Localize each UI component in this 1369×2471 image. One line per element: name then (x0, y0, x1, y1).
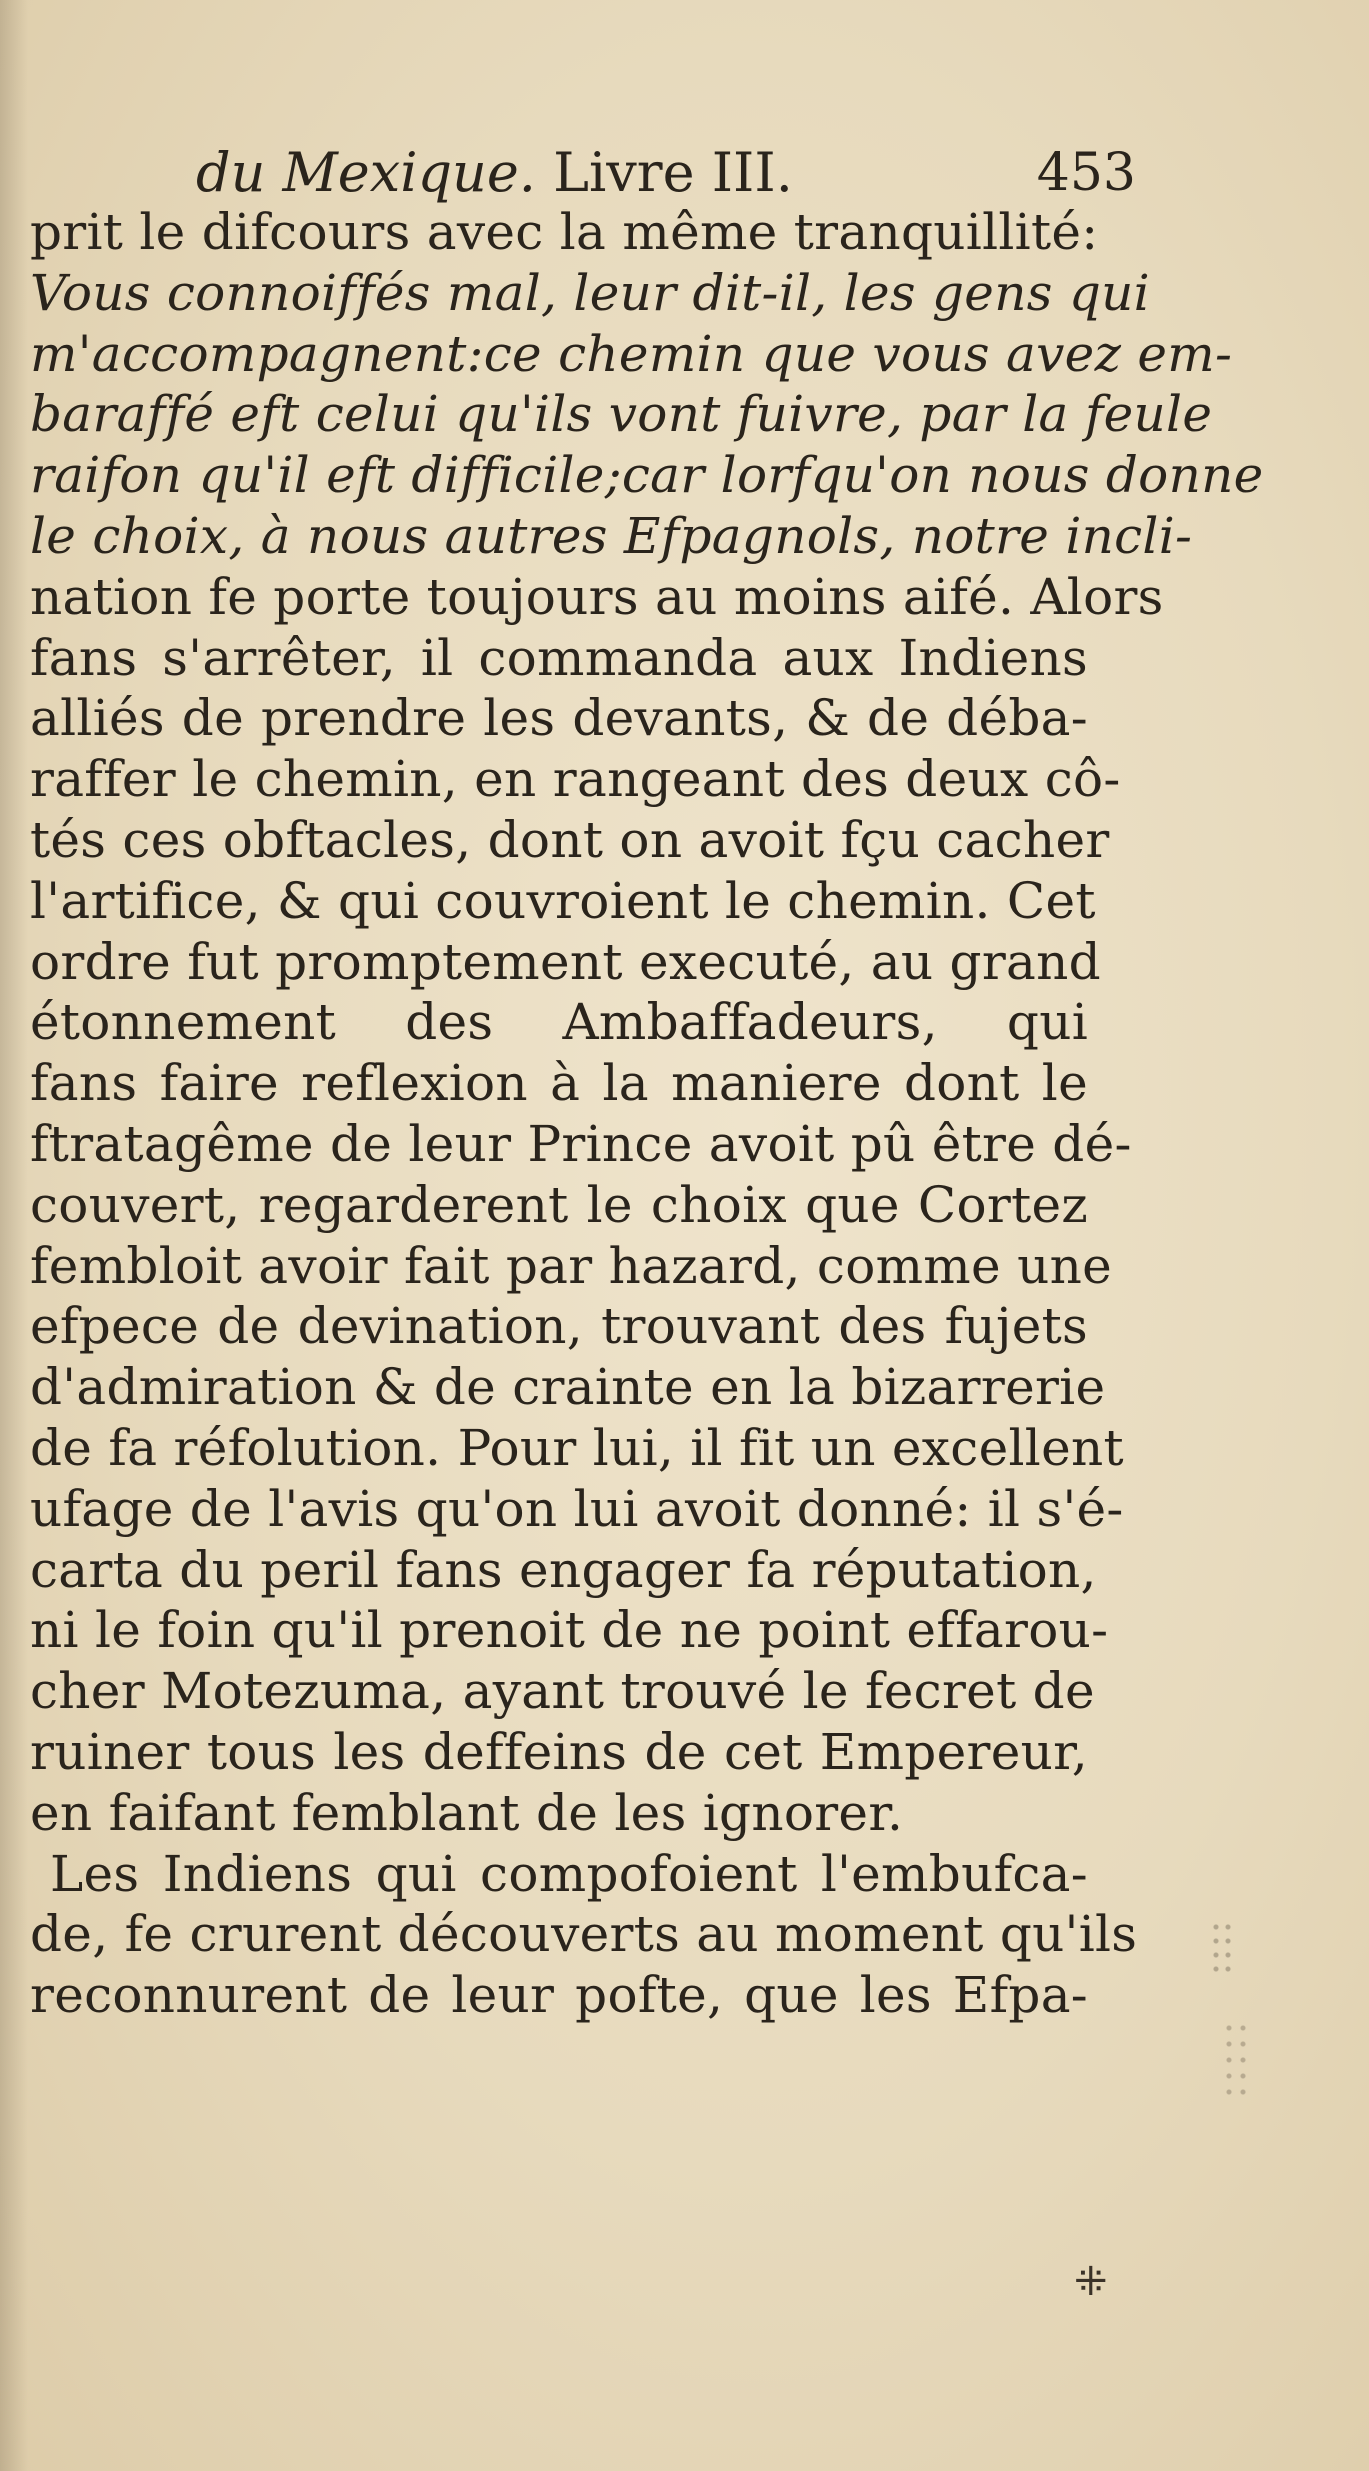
text-line: tés ces obftacles, dont on avoit fçu cacher (30, 810, 1110, 869)
text-line: l'artifice, & qui couvroient le chemin. Cet (30, 871, 1096, 930)
header-title (196, 138, 793, 208)
text-line: fans faire reflexion à la maniere dont le (30, 1054, 1088, 1113)
header-title-text: du Mexique. (196, 141, 536, 204)
text-line: de fa réfolution. Pour lui, il fit un excellent (30, 1418, 1124, 1477)
text-line: baraffé eft celui qu'ils vont fuivre, par la feule (30, 385, 1213, 444)
text-line: ordre fut promptement executé, au grand (30, 932, 1101, 991)
text-line: efpece de devination, trouvant des fujets (30, 1297, 1088, 1356)
text-line: en faifant femblant de les ignorer. (30, 1783, 904, 1842)
text-line: nation fe porte toujours au moins aifé. Alors (30, 567, 1164, 626)
text-line: prit le difcours avec la même tranquillité: (30, 203, 1099, 261)
text-line: de, fe crurent découverts au moment qu'ils (30, 1905, 1138, 1964)
text-line: ruiner tous les deffeins de cet Empereur, (30, 1722, 1088, 1781)
text-line: ni le foin qu'il prenoit de ne point effarou- (30, 1601, 1109, 1660)
text-line: couvert, regarderent le choix que Cortez (30, 1175, 1088, 1234)
text-line: ftratagême de leur Prince avoit pû être dé- (30, 1114, 1132, 1173)
spine-shadow (0, 0, 28, 2471)
paper-stain (1210, 1920, 1234, 1980)
text-line: carta du peril fans engager fa réputation, (30, 1540, 1097, 1599)
text-line: le choix, à nous autres Efpagnols, notre incli- (30, 506, 1193, 565)
running-header (196, 138, 1136, 208)
text-line: reconnurent de leur pofte, que les Efpa- (30, 1966, 1088, 2025)
text-line: m'accompagnent:ce chemin que vous avez em- (30, 324, 1233, 383)
text-line: alliés de prendre les devants, & de déba- (30, 689, 1088, 748)
text-line: cher Motezuma, ayant trouvé le fecret de (30, 1662, 1095, 1721)
text-line: fans s'arrêter, il commanda aux Indiens (30, 628, 1088, 687)
page-number: 453 (1036, 143, 1136, 203)
text-line: ufage de l'avis qu'on lui avoit donné: il s'é- (30, 1479, 1124, 1538)
printer-mark-icon: ⁜ (1074, 2259, 1108, 2305)
paper-stain (1222, 2020, 1252, 2100)
header-book: Livre III. (553, 141, 793, 204)
text-line: Vous connoiffés mal, leur dit-il, les gens qui (30, 263, 1150, 322)
text-line: raifon qu'il eft difficile;car lorfqu'on nous donne (30, 446, 1264, 505)
body-text (30, 202, 1264, 2026)
text-line: étonnement des Ambaffadeurs, qui (30, 993, 1088, 1052)
text-line: raffer le chemin, en rangeant des deux cô- (30, 750, 1121, 809)
text-line: Les Indiens qui compofoient l'embufca- (50, 1844, 1088, 1903)
text-line: fembloit avoir fait par hazard, comme une (30, 1236, 1113, 1295)
text-line: d'admiration & de crainte en la bizarrerie (30, 1358, 1106, 1417)
